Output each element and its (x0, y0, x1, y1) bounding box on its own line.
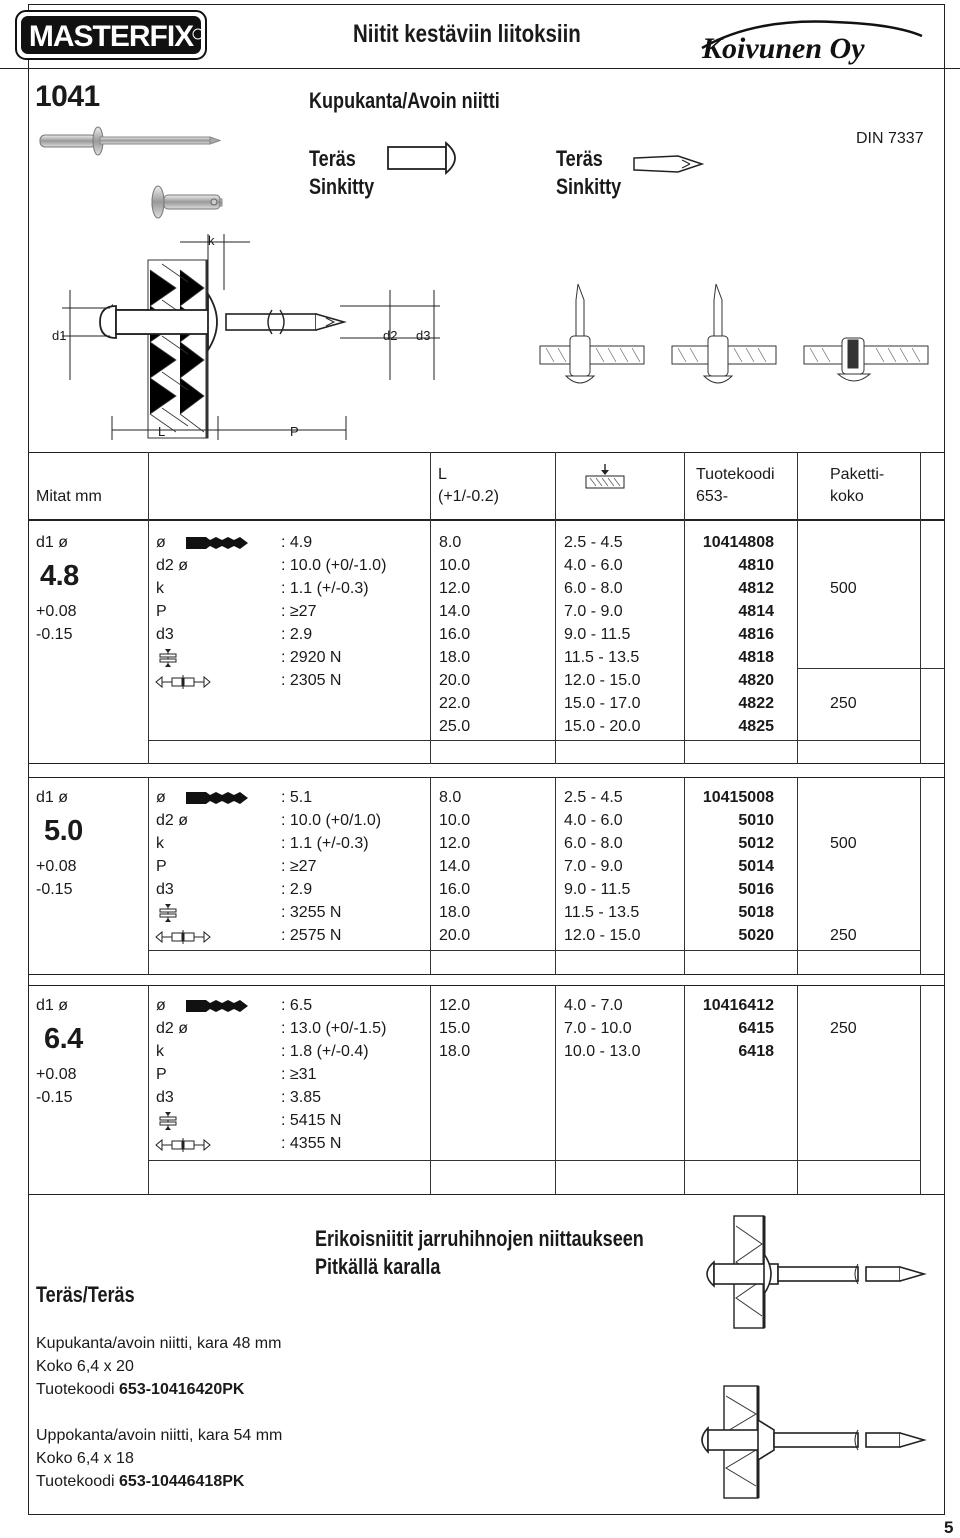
pack-size: 250 (830, 695, 857, 712)
svg-text:MASTERFIX: MASTERFIX (28, 20, 194, 53)
grip-value: 4.0 - 6.0 (564, 812, 623, 829)
spec-sym: ø (156, 789, 166, 806)
header-L: L (438, 466, 447, 483)
item1-line2: Koko 6,4 x 20 (36, 1358, 134, 1375)
length-value: 18.0 (439, 649, 471, 666)
spec-value: : 13.0 (+0/-1.5) (281, 1020, 387, 1037)
grip-value: 15.0 - 17.0 (564, 695, 641, 712)
shear-icon (158, 1112, 178, 1130)
spec-sym: d2 ø (156, 812, 189, 829)
length-value: 18.0 (439, 904, 471, 921)
tensile-icon (156, 673, 210, 691)
spec-sym: d2 ø (156, 1020, 189, 1037)
spec-value: : 1.8 (+/-0.4) (281, 1043, 369, 1060)
d1-label: d1 ø (36, 997, 69, 1014)
product-code-value: 5014 (738, 858, 774, 875)
spec-value: : 2575 N (281, 927, 342, 944)
product-code-value: 10416412 (702, 997, 774, 1014)
spec-value: : 5.1 (281, 789, 313, 806)
spec-value: : 4.9 (281, 534, 313, 551)
tolerance-minus: -0.15 (36, 1089, 73, 1106)
product-code-value: 4814 (738, 603, 774, 620)
spec-sym: P (156, 1066, 167, 1083)
masterfix-logo (14, 8, 210, 62)
special-subheading: Pitkällä karalla (315, 1254, 441, 1279)
product-code-value: 10415008 (702, 789, 774, 806)
drill-icon (186, 791, 248, 805)
item2-line2: Koko 6,4 x 18 (36, 1450, 134, 1467)
shear-icon (158, 649, 178, 667)
dim-label-k: k (208, 233, 215, 248)
dim-label-L: L (158, 424, 166, 439)
grip-value: 11.5 - 13.5 (564, 649, 640, 666)
length-value: 14.0 (439, 603, 471, 620)
item2-line1: Uppokanta/avoin niitti, kara 54 mm (36, 1427, 283, 1444)
page-title: Niitit kestäviin liitoksiin (353, 20, 581, 48)
grip-value: 2.5 - 4.5 (564, 789, 623, 806)
spec-value: : ≥27 (281, 603, 317, 620)
spec-value: : ≥31 (281, 1066, 317, 1083)
length-value: 12.0 (439, 580, 471, 597)
item1-code: 653-10416420PK (119, 1381, 245, 1398)
d1-label: d1 ø (36, 789, 69, 806)
size-value: 6.4 (44, 1023, 83, 1055)
length-value: 25.0 (439, 718, 471, 735)
d1-label: d1 ø (36, 534, 69, 551)
item2-code: 653-10446418PK (119, 1473, 245, 1490)
spec-sym: d3 (156, 881, 174, 898)
product-code-value: 4820 (738, 672, 774, 689)
tensile-icon (156, 928, 210, 946)
tolerance-plus: +0.08 (36, 858, 77, 875)
product-code: 1041 (35, 80, 100, 113)
length-value: 12.0 (439, 997, 471, 1014)
product-code-value: 5012 (738, 835, 774, 852)
installation-sequence (536, 280, 932, 410)
length-value: 10.0 (439, 557, 471, 574)
spec-value: : 3255 N (281, 904, 342, 921)
grip-value: 9.0 - 11.5 (564, 626, 631, 643)
grip-value: 4.0 - 7.0 (564, 997, 623, 1014)
dim-label-d2: d2 (383, 328, 398, 343)
product-code-value: 4816 (738, 626, 774, 643)
pack-size: 250 (830, 927, 857, 944)
product-code-value: 4822 (738, 695, 774, 712)
grip-value: 10.0 - 13.0 (564, 1043, 641, 1060)
body-material-1: Teräs (309, 146, 356, 171)
pack-size: 250 (830, 1020, 857, 1037)
spec-sym: k (156, 835, 164, 852)
item2-line3 (36, 1473, 244, 1491)
spec-value: : 2.9 (281, 881, 313, 898)
drill-icon (186, 536, 248, 550)
header-tuotekoodi: Tuotekoodi (696, 466, 775, 483)
special-heading: Erikoisniitit jarruhihnojen niittaukseen (315, 1226, 644, 1251)
product-code-value: 5020 (738, 927, 774, 944)
grip-value: 11.5 - 13.5 (564, 904, 640, 921)
special-rivet-drawing-2 (694, 1384, 930, 1500)
header-code-prefix: 653- (696, 488, 729, 505)
product-code-value: 6415 (738, 1020, 774, 1037)
spec-sym: P (156, 858, 167, 875)
header-mitat: Mitat mm (36, 488, 102, 505)
tolerance-minus: -0.15 (36, 881, 73, 898)
spec-value: : 10.0 (+0/-1.0) (281, 557, 387, 574)
body-material-2: Sinkitty (309, 174, 375, 199)
spec-sym: P (156, 603, 167, 620)
pack-size: 500 (830, 835, 857, 852)
grip-value: 4.0 - 6.0 (564, 557, 623, 574)
pack-size: 500 (830, 580, 857, 597)
rivet-photo-horizontal (36, 125, 222, 165)
length-value: 8.0 (439, 534, 462, 551)
item1-code-prefix: Tuotekoodi (36, 1381, 120, 1398)
shear-icon (158, 904, 178, 922)
din-standard: DIN 7337 (856, 130, 924, 147)
spec-value: : 1.1 (+/-0.3) (281, 580, 369, 597)
item2-code-prefix: Tuotekoodi (36, 1473, 120, 1490)
spec-value: : ≥27 (281, 858, 317, 875)
product-name: Kupukanta/Avoin niitti (309, 88, 500, 113)
rivet-photo-vertical (148, 175, 232, 227)
spec-value: : 6.5 (281, 997, 313, 1014)
dim-label-d3: d3 (416, 328, 431, 343)
size-value: 4.8 (40, 560, 79, 592)
spec-value: : 1.1 (+/-0.3) (281, 835, 369, 852)
mandrel-material-1: Teräs (556, 146, 603, 171)
product-code-value: 4825 (738, 718, 774, 735)
spec-value: : 10.0 (+0/1.0) (281, 812, 382, 829)
tolerance-plus: +0.08 (36, 603, 77, 620)
header-pakettikoko-1: Paketti- (830, 466, 885, 483)
item1-line3 (36, 1381, 244, 1399)
spec-sym: ø (156, 534, 166, 551)
mandrel-icon (632, 152, 704, 176)
grip-value: 12.0 - 15.0 (564, 927, 641, 944)
length-value: 22.0 (439, 695, 471, 712)
spec-sym: k (156, 580, 164, 597)
spec-value: : 2.9 (281, 626, 313, 643)
length-value: 20.0 (439, 672, 471, 689)
mandrel-material-2: Sinkitty (556, 174, 622, 199)
product-code-value: 5018 (738, 904, 774, 921)
product-code-value: 5010 (738, 812, 774, 829)
svg-text:Koivunen Oy: Koivunen Oy (702, 32, 865, 65)
grip-value: 2.5 - 4.5 (564, 534, 623, 551)
header-L-tolerance: (+1/-0.2) (438, 488, 499, 505)
length-value: 14.0 (439, 858, 471, 875)
header-pakettikoko-2: koko (830, 488, 864, 505)
length-value: 18.0 (439, 1043, 471, 1060)
spec-sym: k (156, 1043, 164, 1060)
table-header-box (28, 452, 945, 520)
tolerance-minus: -0.15 (36, 626, 73, 643)
spec-sym: d3 (156, 626, 174, 643)
length-value: 10.0 (439, 812, 471, 829)
grip-value: 7.0 - 9.0 (564, 858, 623, 875)
special-material: Teräs/Teräs (36, 1282, 135, 1307)
spec-value: : 2920 N (281, 649, 342, 666)
rivet-body-icon (386, 140, 464, 176)
spec-sym: d3 (156, 1089, 174, 1106)
grip-range-icon (584, 464, 626, 492)
header-rule (0, 68, 960, 69)
item1-line1: Kupukanta/avoin niitti, kara 48 mm (36, 1335, 282, 1352)
length-value: 8.0 (439, 789, 462, 806)
product-code-value: 5016 (738, 881, 774, 898)
dim-label-P: P (290, 424, 299, 439)
product-code-value: 6418 (738, 1043, 774, 1060)
product-code-value: 4810 (738, 557, 774, 574)
grip-value: 6.0 - 8.0 (564, 580, 623, 597)
product-code-value: 10414808 (702, 534, 774, 551)
grip-value: 12.0 - 15.0 (564, 672, 641, 689)
grip-value: 7.0 - 9.0 (564, 603, 623, 620)
grip-value: 15.0 - 20.0 (564, 718, 641, 735)
length-value: 15.0 (439, 1020, 471, 1037)
spec-value: : 3.85 (281, 1089, 322, 1106)
page-number: 5 (944, 1518, 954, 1537)
product-code-value: 4812 (738, 580, 774, 597)
length-value: 20.0 (439, 927, 471, 944)
special-rivet-drawing-1 (694, 1214, 930, 1330)
length-value: 16.0 (439, 626, 471, 643)
koivunen-logo (694, 14, 926, 64)
grip-value: 6.0 - 8.0 (564, 835, 623, 852)
spec-sym: ø (156, 997, 166, 1014)
length-value: 12.0 (439, 835, 471, 852)
spec-value: : 2305 N (281, 672, 342, 689)
drill-icon (186, 999, 248, 1013)
tensile-icon (156, 1136, 210, 1154)
size-value: 5.0 (44, 815, 83, 847)
spec-value: : 4355 N (281, 1135, 342, 1152)
tolerance-plus: +0.08 (36, 1066, 77, 1083)
spec-sym: d2 ø (156, 557, 189, 574)
dim-label-d1: d1 (52, 328, 67, 343)
spec-value: : 5415 N (281, 1112, 342, 1129)
product-code-value: 4818 (738, 649, 774, 666)
length-value: 16.0 (439, 881, 471, 898)
grip-value: 9.0 - 11.5 (564, 881, 631, 898)
grip-value: 7.0 - 10.0 (564, 1020, 632, 1037)
